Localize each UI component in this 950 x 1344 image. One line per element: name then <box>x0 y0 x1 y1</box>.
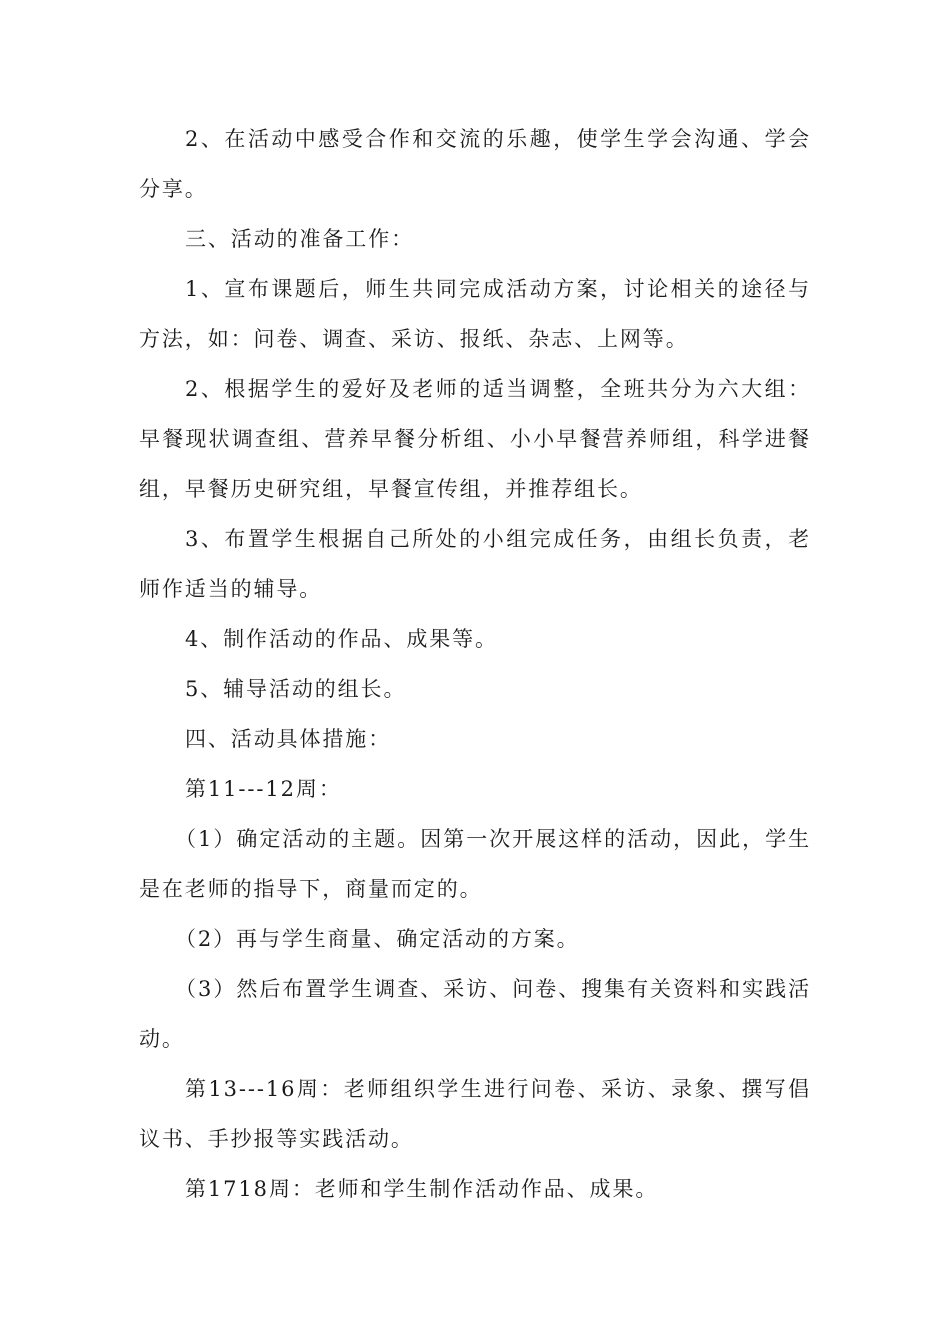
document-body <box>139 114 811 1214</box>
paragraph-prep-1: 1、宣布课题后，师生共同完成活动方案，讨论相关的途径与方法，如：问卷、调查、采访、报纸、杂志、上网等。 <box>139 277 811 351</box>
paragraph-prep-3: 3、布置学生根据自己所处的小组完成任务，由组长负责，老师作适当的辅导。 <box>139 527 811 601</box>
paragraph-goal-2: 2、在活动中感受合作和交流的乐趣，使学生学会沟通、学会分享。 <box>139 127 811 201</box>
paragraph-prep-2: 2、根据学生的爱好及老师的适当调整，全班共分为六大组：早餐现状调查组、营养早餐分析组、小小早餐营养师组，科学进餐组，早餐历史研究组，早餐宣传组，并推荐组长。 <box>139 377 811 501</box>
paragraph-week-13-16: 第13---16周：老师组织学生进行问卷、采访、录象、撰写倡议书、手抄报等实践活动。 <box>139 1077 811 1151</box>
paragraph-week-17-18: 第1718周：老师和学生制作活动作品、成果。 <box>185 1177 659 1201</box>
paragraph-step-2: （2）再与学生商量、确定活动的方案。 <box>175 927 580 951</box>
heading-measures: 四、活动具体措施： <box>185 727 392 751</box>
paragraph-step-1: （1）确定活动的主题。因第一次开展这样的活动，因此，学生是在老师的指导下，商量而定的。 <box>139 827 811 901</box>
heading-preparation: 三、活动的准备工作： <box>185 227 414 251</box>
paragraph-step-3: （3）然后布置学生调查、采访、问卷、搜集有关资料和实践活动。 <box>139 977 811 1051</box>
paragraph-week-11-12: 第11---12周： <box>185 777 342 801</box>
paragraph-prep-4: 4、制作活动的作品、成果等。 <box>185 627 498 651</box>
paragraph-prep-5: 5、辅导活动的组长。 <box>185 677 407 701</box>
